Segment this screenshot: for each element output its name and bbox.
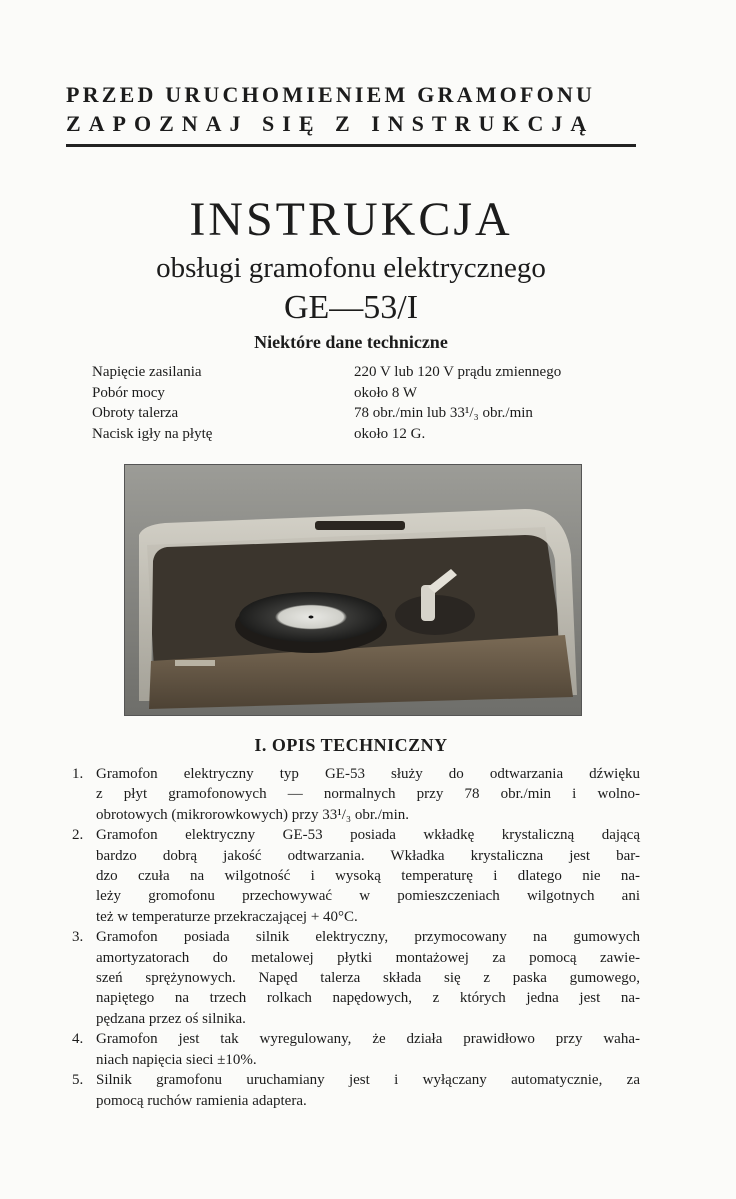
document-title: INSTRUKCJA	[189, 193, 513, 246]
item-number: 1.	[72, 766, 84, 782]
gramophone-photo	[124, 464, 582, 716]
spec-row	[92, 424, 637, 445]
item-line: Silnik gramofonu uruchamiany jest i wyłączany automatycznie, za	[96, 1072, 640, 1089]
specs-heading: Niektóre dane techniczne	[254, 332, 448, 352]
item-number: 2.	[72, 827, 84, 844]
spec-label: Obroty talerza	[92, 405, 179, 421]
list-item	[66, 1070, 640, 1111]
spec-label: Pobór mocy	[92, 384, 165, 401]
gramophone-illustration	[125, 465, 581, 715]
item-line: Gramofon jest tak wyregulowany, że działa prawidłowo przy waha-	[96, 1031, 640, 1048]
list-item	[66, 825, 640, 927]
item-line: leży gromofonu przechowywać w pomieszczeniach wilgotnych ani	[96, 888, 640, 905]
item-number: 4.	[72, 1031, 84, 1048]
specs-table	[92, 362, 637, 444]
spec-value: 78 obr./min lub 33¹/₃ obr./min	[354, 405, 533, 421]
item-line: napiętego na trzech rolkach napędowych, z których jedna jest na-	[96, 990, 640, 1007]
item-number: 5.	[72, 1072, 84, 1089]
spec-value: około 8 W	[354, 384, 418, 401]
item-line: Gramofon elektryczny typ GE-53 służy do odtwarzania dźwięku	[96, 766, 640, 782]
item-line: szeń sprężynowych. Napęd talerza składa się z paska gumowego,	[96, 970, 640, 987]
item-line: obrotowych (mikrorowkowych) przy 33¹/₃ obr./min.	[96, 806, 410, 823]
spec-value: około 12 G.	[354, 425, 426, 442]
section-title: I. OPIS TECHNICZNY	[254, 735, 448, 755]
warning-line-1: PRZED URUCHOMIENIEM GRAMOFONU	[66, 82, 596, 107]
item-line: amortyzatorach do metalowej płytki montażowej za pomocą zawie-	[96, 949, 640, 966]
header-rule	[66, 144, 636, 147]
item-line: niach napięcia sieci ±10%.	[96, 1051, 257, 1068]
document-subtitle: obsługi gramofonu elektrycznego	[156, 252, 546, 284]
item-line: pędzana przez oś silnika.	[96, 1010, 246, 1027]
item-line: pomocą ruchów ramienia adaptera.	[96, 1092, 307, 1109]
item-line: z płyt gramofonowych — normalnych przy 78 obr./min i wolno-	[96, 786, 640, 803]
list-item	[66, 1029, 640, 1070]
list-item	[66, 927, 640, 1029]
spec-value: 220 V lub 120 V prądu zmiennego	[354, 364, 562, 380]
spec-label: Nacisk igły na płytę	[92, 425, 213, 442]
item-line: też w temperaturze przekraczającej + 40°C.	[96, 908, 358, 925]
spec-label: Napięcie zasilania	[92, 364, 202, 380]
item-line: bardzo dobrą jakość odtwarzania. Wkładka krystaliczna jest bar-	[96, 847, 640, 864]
item-line: dzo czuła na wilgotność i wysoką temperaturę i dlatego nie na-	[96, 868, 640, 885]
spec-row	[92, 403, 637, 424]
spec-row	[92, 362, 637, 383]
list-item	[66, 764, 640, 825]
spec-row	[92, 383, 637, 404]
technical-description-list	[66, 764, 640, 1111]
model-name: GE—53/I	[283, 289, 419, 326]
item-line: Gramofon posiada silnik elektryczny, przymocowany na gumowych	[96, 929, 640, 946]
warning-line-2: ZAPOZNAJ SIĘ Z INSTRUKCJĄ	[66, 111, 595, 136]
item-number: 3.	[72, 929, 84, 946]
item-line: Gramofon elektryczny GE-53 posiada wkładkę krystaliczną dającą	[96, 827, 640, 844]
warning-header	[66, 80, 636, 138]
